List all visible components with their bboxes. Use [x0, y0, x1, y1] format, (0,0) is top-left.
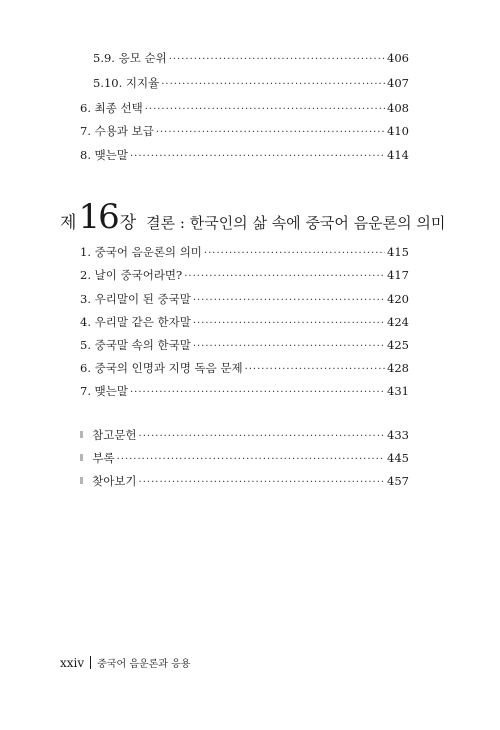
toc-entry-label: 7. 수용과 보급 [80, 124, 154, 138]
toc-entry-label: 참고문헌 [92, 428, 137, 442]
toc-entry-label: 6. 중국의 인명과 지명 독음 문제 [80, 361, 243, 375]
toc-entry-index [80, 473, 409, 491]
toc-entry-label: 5. 중국말 속의 한국말 [80, 338, 191, 352]
toc-leader-dots [156, 127, 385, 138]
toc-entry-label: 1. 중국어 음운론의 의미 [80, 245, 202, 259]
toc-leader-dots [184, 271, 385, 282]
toc-entry-page: 407 [387, 76, 409, 90]
toc-leader-dots [245, 364, 385, 375]
toc-leader-dots [130, 151, 385, 162]
square-bullet-icon [80, 454, 83, 461]
square-bullet-icon [80, 431, 83, 438]
chapter-number: 16 [78, 197, 118, 237]
toc-leader-dots [139, 477, 386, 488]
toc-entry-ch16-4 [80, 314, 409, 332]
toc-entry-8 [80, 147, 409, 165]
toc-entry-page: 417 [387, 268, 409, 282]
toc-leader-dots [193, 295, 385, 306]
toc-entry-label: 부록 [92, 451, 115, 465]
toc-entry-ch16-7 [80, 383, 409, 401]
toc-entry-label: 7. 맺는말 [80, 384, 128, 398]
toc-entry-label: 2. 날이 중국어라면? [80, 268, 183, 282]
toc-entry-label: 8. 맺는말 [80, 148, 128, 162]
toc-entry-ch16-6 [80, 360, 409, 378]
footer-divider [90, 656, 91, 669]
toc-leader-dots [139, 431, 386, 442]
toc-entry-ch16-1 [80, 244, 409, 262]
chapter-title: 결론 : 한국인의 삶 속에 중국어 음운론의 의미 [146, 214, 446, 232]
toc-entry-page: 414 [387, 148, 409, 162]
toc-entry-ch16-3 [80, 291, 409, 309]
chapter-suffix: 장 [119, 213, 137, 233]
toc-leader-dots [193, 318, 385, 329]
toc-entry-page: 425 [387, 338, 409, 352]
toc-entry-label: 5.9. 응모 순위 [93, 51, 167, 65]
toc-entry-page: 424 [387, 315, 409, 329]
toc-leader-dots [130, 387, 385, 398]
toc-leader-dots [204, 248, 385, 259]
toc-leader-dots [193, 341, 385, 352]
toc-entry-7 [80, 123, 409, 141]
toc-entry-6 [80, 100, 409, 118]
square-bullet-icon [80, 477, 83, 484]
toc-entry-page: 420 [387, 292, 409, 306]
toc-entry-appendix [80, 450, 409, 468]
toc-entry-5-10 [93, 75, 409, 93]
chapter-prefix: 제 [60, 213, 77, 233]
toc-entry-page: 406 [387, 51, 409, 65]
toc-leader-dots [117, 454, 385, 465]
footer-page-number: xxiv [60, 655, 85, 670]
toc-entry-page: 457 [387, 474, 409, 488]
chapter-heading [60, 197, 445, 237]
toc-entry-references [80, 427, 409, 445]
toc-entry-page: 445 [387, 451, 409, 465]
toc-entry-label: 5.10. 지지율 [93, 76, 160, 90]
footer-book-title: 중국어 음운론과 응용 [97, 659, 191, 670]
toc-entry-page: 431 [387, 384, 409, 398]
toc-entry-label: 찾아보기 [92, 474, 137, 488]
toc-entry-ch16-5 [80, 337, 409, 355]
toc-entry-page: 433 [387, 428, 409, 442]
toc-leader-dots [161, 79, 385, 90]
toc-entry-label: 3. 우리말이 된 중국말 [80, 292, 191, 306]
toc-entry-page: 415 [387, 245, 409, 259]
toc-leader-dots [145, 104, 385, 115]
toc-entry-page: 410 [387, 124, 409, 138]
toc-entry-5-9 [93, 50, 409, 68]
toc-entry-label: 6. 최종 선택 [80, 101, 143, 115]
toc-leader-dots [169, 54, 385, 65]
toc-entry-label: 4. 우리말 같은 한자말 [80, 315, 191, 329]
toc-entry-ch16-2 [80, 267, 409, 285]
toc-entry-page: 408 [387, 101, 409, 115]
page-footer [60, 655, 190, 670]
toc-entry-page: 428 [387, 361, 409, 375]
